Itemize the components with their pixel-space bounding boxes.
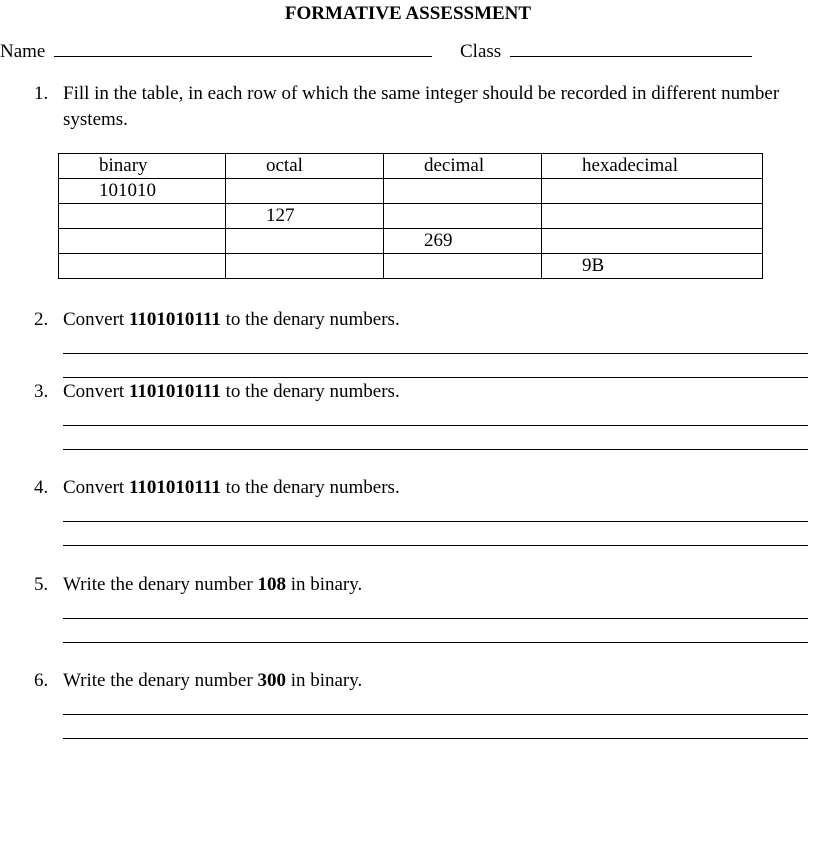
header-binary: binary [59,154,226,179]
table-cell[interactable]: 101010 [59,179,226,204]
answer-line[interactable] [63,425,808,426]
question-text: Write the denary number 108 in binary. [63,574,363,595]
table-cell[interactable] [542,204,763,229]
table-row [59,229,763,254]
question-text: Write the denary number 300 in binary. [63,670,363,691]
question-text: Convert 1101010111 to the denary numbers. [63,381,400,402]
table-row [59,179,763,204]
class-blank[interactable] [510,55,752,57]
question-number: 3. [34,381,49,402]
answer-line[interactable] [63,353,808,354]
answer-line[interactable] [63,377,808,378]
table-row [59,204,763,229]
number-systems-table [58,153,763,279]
table-cell[interactable]: 269 [384,229,542,254]
name-blank[interactable] [54,55,432,57]
table-header-row [59,154,763,179]
answer-line[interactable] [63,714,808,715]
table-cell[interactable] [59,254,226,279]
question-5 [34,572,804,598]
table-cell[interactable] [226,179,384,204]
question-number: 4. [34,477,49,498]
page-title: FORMATIVE ASSESSMENT [284,3,532,24]
question-6 [34,668,804,694]
answer-line[interactable] [63,738,808,739]
name-row [0,41,432,63]
class-label: Class [460,41,502,62]
table-cell[interactable] [384,179,542,204]
table-cell[interactable] [226,229,384,254]
table-cell[interactable] [226,254,384,279]
question-number: 1. [34,83,49,104]
table-cell[interactable] [542,229,763,254]
question-2 [34,307,804,333]
question-4 [34,475,804,501]
table-cell[interactable] [59,229,226,254]
question-text: Convert 1101010111 to the denary numbers. [63,309,400,330]
table-cell[interactable] [59,204,226,229]
answer-line[interactable] [63,642,808,643]
question-number: 2. [34,309,49,330]
table-cell[interactable] [542,179,763,204]
question-number: 6. [34,670,49,691]
answer-line[interactable] [63,618,808,619]
question-1 [34,81,804,133]
question-number: 5. [34,574,49,595]
name-label: Name [0,41,46,62]
header-hexadecimal: hexadecimal [542,154,763,179]
answer-line[interactable] [63,521,808,522]
header-octal: octal [226,154,384,179]
question-text: Convert 1101010111 to the denary numbers. [63,477,400,498]
class-row [460,41,752,63]
table-cell[interactable] [384,254,542,279]
question-text: Fill in the table, in each row of which the same integer should be recorded in different number systems. [63,83,780,130]
answer-line[interactable] [63,449,808,450]
table-row [59,254,763,279]
table-cell[interactable]: 9B [542,254,763,279]
table-cell[interactable] [384,204,542,229]
answer-line[interactable] [63,545,808,546]
question-3 [34,379,804,405]
header-decimal: decimal [384,154,542,179]
table-cell[interactable]: 127 [226,204,384,229]
